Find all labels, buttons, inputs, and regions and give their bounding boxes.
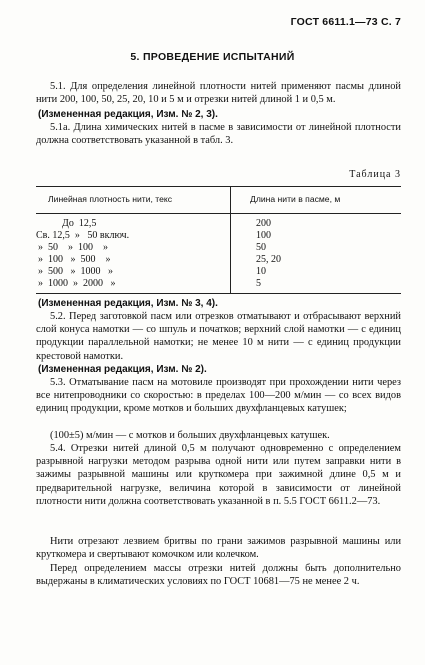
table-caption: Таблица 3 xyxy=(349,169,401,180)
amendment-note-3: (Измененная редакция, Изм. № 2). xyxy=(38,364,207,375)
density-cell: » 500 » 1000 » xyxy=(38,266,113,277)
amendment-note-1: (Измененная редакция, Изм. № 2, 3). xyxy=(38,109,218,120)
paragraph-5-3-speed: (100±5) м/мин — с мотков и больших двухфланцевых катушек. xyxy=(50,430,330,441)
table-header-length: Длина нити в пасме, м xyxy=(250,194,341,204)
table-row xyxy=(36,218,401,230)
paragraph-5-2: 5.2. Перед заготовкой пасм или отрезков отматывают и отбрасывают верхний слой конуса намотки — со шпуль и початков; верхний слой намотки — с единиц продукции параллельной намотки; не менее 10 м нити — с единиц продукции крестовой намотки. xyxy=(36,311,401,362)
table-row xyxy=(36,230,401,242)
paragraph-5-3: 5.3. Отматывание пасм на мотовиле производят при прохождении нити через все нитепроводники со скоростью: в пределах 100—200 м/мин — со всех видов единиц продукции, кроме мотков и больших двухфланцевых катушек; xyxy=(36,377,401,415)
section-title: 5. ПРОВЕДЕНИЕ ИСПЫТАНИЙ xyxy=(130,51,295,63)
length-cell: 10 xyxy=(256,266,266,277)
table-row xyxy=(36,266,401,278)
table-header-rule xyxy=(36,213,401,214)
paragraph-5-1: 5.1. Для определения линейной плотности нитей применяют пасмы длиной нити 200, 100, 50, 25, 20, 10 и 5 м и отрезки нитей длиной 1 и 0,5 м. xyxy=(36,81,401,106)
paragraph-5-4: 5.4. Отрезки нитей длиной 0,5 м получают одновременно с определением разрывной нагрузки методом разрыва одной нити или путем заправки нити в зажимы разрывной машины или круткомера при зажимной длине 0,5 м и предварительной нагрузке, величина которой в зависимости от линейной плотности нити должна соответствовать указанной в п. 5.5 ГОСТ 6611.2—73. xyxy=(36,443,401,507)
paragraph-cutting: Нити отрезают лезвием бритвы по грани зажимов разрывной машины или круткомера и свертывают комочком или колечком. xyxy=(36,536,401,561)
table-top-rule xyxy=(36,186,401,187)
density-cell: До 12,5 xyxy=(62,218,97,229)
length-cell: 25, 20 xyxy=(256,254,281,265)
page-header: ГОСТ 6611.1—73 С. 7 xyxy=(290,16,401,28)
density-cell: » 100 » 500 » xyxy=(38,254,111,265)
paragraph-conditioning: Перед определением массы отрезки нитей должны быть дополнительно выдержаны в климатических условиях по ГОСТ 10681—75 не менее 2 ч. xyxy=(36,563,401,588)
length-cell: 200 xyxy=(256,218,271,229)
table-bottom-rule xyxy=(36,293,401,294)
density-cell: Св. 12,5 » 50 включ. xyxy=(36,230,130,241)
length-cell: 50 xyxy=(256,242,266,253)
table-row xyxy=(36,254,401,266)
amendment-note-2: (Измененная редакция, Изм. № 3, 4). xyxy=(38,298,218,309)
length-cell: 5 xyxy=(256,278,261,289)
table-header-density: Линейная плотность нити, текс xyxy=(48,194,173,204)
length-cell: 100 xyxy=(256,230,271,241)
table-row xyxy=(36,242,401,254)
density-cell: » 1000 » 2000 » xyxy=(38,278,116,289)
paragraph-5-1a: 5.1а. Длина химических нитей в пасме в зависимости от линейной плотности должна соответствовать указанной в табл. 3. xyxy=(36,122,401,147)
table-row xyxy=(36,278,401,290)
density-cell: » 50 » 100 » xyxy=(38,242,108,253)
